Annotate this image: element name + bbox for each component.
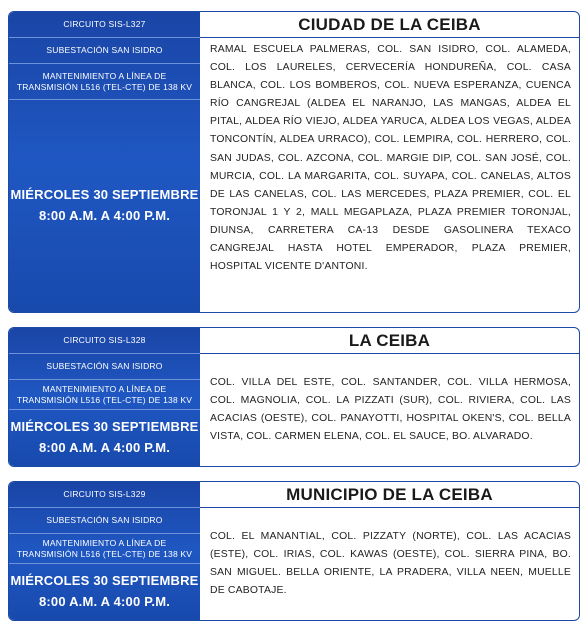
circuit-label: CIRCUITO SIS-L329 [9, 482, 200, 508]
schedule-time: 8:00 A.M. A 4:00 P.M. [38, 208, 171, 223]
card-content-column [200, 12, 579, 312]
card-content-column [200, 328, 579, 466]
outage-card-sis-l329 [8, 481, 580, 621]
substation-label: SUBESTACIÓN SAN ISIDRO [9, 38, 200, 64]
circuit-label: CIRCUITO SIS-L327 [9, 12, 200, 38]
schedule-date: MIÉRCOLES 30 SEPTIEMBRE [10, 187, 199, 203]
outage-card-sis-l327 [8, 11, 580, 313]
maintenance-label: MANTENIMIENTO A LÍNEA DE TRANSMISIÓN L516 (TEL-CTE) DE 138 KV [9, 64, 200, 100]
affected-areas-block [200, 508, 579, 620]
card-info-column [9, 12, 200, 312]
card-content-column [200, 482, 579, 620]
affected-areas-text: COL. VILLA DEL ESTE, COL. SANTANDER, COL. VILLA HERMOSA, COL. MAGNOLIA, COL. LA PIZZATI (SUR), COL. RIVIERA, COL. LAS ACACIAS (OESTE), COL. PANAYOTTI, HOSPITAL OKEN'S, COL. BELLA VISTA, COL. CARMEN ELENA, COL. EL SAUCE, BO. ALVARADO. [210, 376, 571, 443]
outage-card-sis-l328 [8, 327, 580, 467]
circuit-label: CIRCUITO SIS-L328 [9, 328, 200, 354]
substation-label: SUBESTACIÓN SAN ISIDRO [9, 354, 200, 380]
schedule-time: 8:00 A.M. A 4:00 P.M. [38, 440, 171, 455]
area-title: CIUDAD DE LA CEIBA [200, 12, 579, 38]
schedule-time: 8:00 A.M. A 4:00 P.M. [38, 594, 171, 609]
area-title: MUNICIPIO DE LA CEIBA [200, 482, 579, 508]
affected-areas-block [200, 354, 579, 466]
schedule-block [9, 410, 200, 466]
schedule-block [9, 100, 200, 312]
card-info-column [9, 328, 200, 466]
substation-label: SUBESTACIÓN SAN ISIDRO [9, 508, 200, 534]
area-title: LA CEIBA [200, 328, 579, 354]
affected-areas-text: COL. EL MANANTIAL, COL. PIZZATY (NORTE), COL. LAS ACACIAS (ESTE), COL. IRIAS, COL. KAWAS (OESTE), COL. SIERRA PINA, BO. SAN MIGUEL. BELLA ORIENTE, LA PRADERA, VILLA NEEN, MUELLE DE CABOTAJE. [210, 530, 571, 597]
maintenance-label: MANTENIMIENTO A LÍNEA DE TRANSMISIÓN L516 (TEL-CTE) DE 138 KV [9, 380, 200, 410]
schedule-date: MIÉRCOLES 30 SEPTIEMBRE [10, 419, 199, 435]
affected-areas-text: RAMAL ESCUELA PALMERAS, COL. SAN ISIDRO, COL. ALAMEDA, COL. LOS LAURELES, CERVECERÍA HONDUREÑA, COL. CASA BLANCA, COL. LOS BOMBEROS, COL. NUEVA ESPERANZA, CUENCA RÍO CANGREJAL (ALDEA EL NARANJO, LAS MANGAS, ALDEA EL PITAL, ALDEA RÍO VIEJO, ALDEA YARUCA, ALDEA LOS VEGAS, ALDEA TONCONTÍN, ALDEA URRACO), COL. LEMPIRA, COL. HERRERO, COL. SAN JUDAS, COL. AZCONA, COL. MARGIE DIP, COL. SAN JOSÉ, COL. MURCIA, COL. LA MARGARITA, COL. SUYAPA, COL. CANELAS, ALTOS DE LAS CANELAS, COL. LAS MERCEDES, PLAZA PREMIER, COL. EL TORONJAL 1 Y 2, MALL MEGAPLAZA, PLAZA PREMIER TORONJAL, DIUNSA, CARRETERA CA-13 DESDE GASOLINERA TEXACO CANGREJAL HASTA HOTEL EMPERADOR, PLAZA PREMIER, HOSPITAL VICENTE D'ANTONI. [210, 44, 571, 273]
schedule-block [9, 564, 200, 620]
maintenance-label: MANTENIMIENTO A LÍNEA DE TRANSMISIÓN L516 (TEL-CTE) DE 138 KV [9, 534, 200, 564]
schedule-date: MIÉRCOLES 30 SEPTIEMBRE [10, 573, 199, 589]
card-info-column [9, 482, 200, 620]
